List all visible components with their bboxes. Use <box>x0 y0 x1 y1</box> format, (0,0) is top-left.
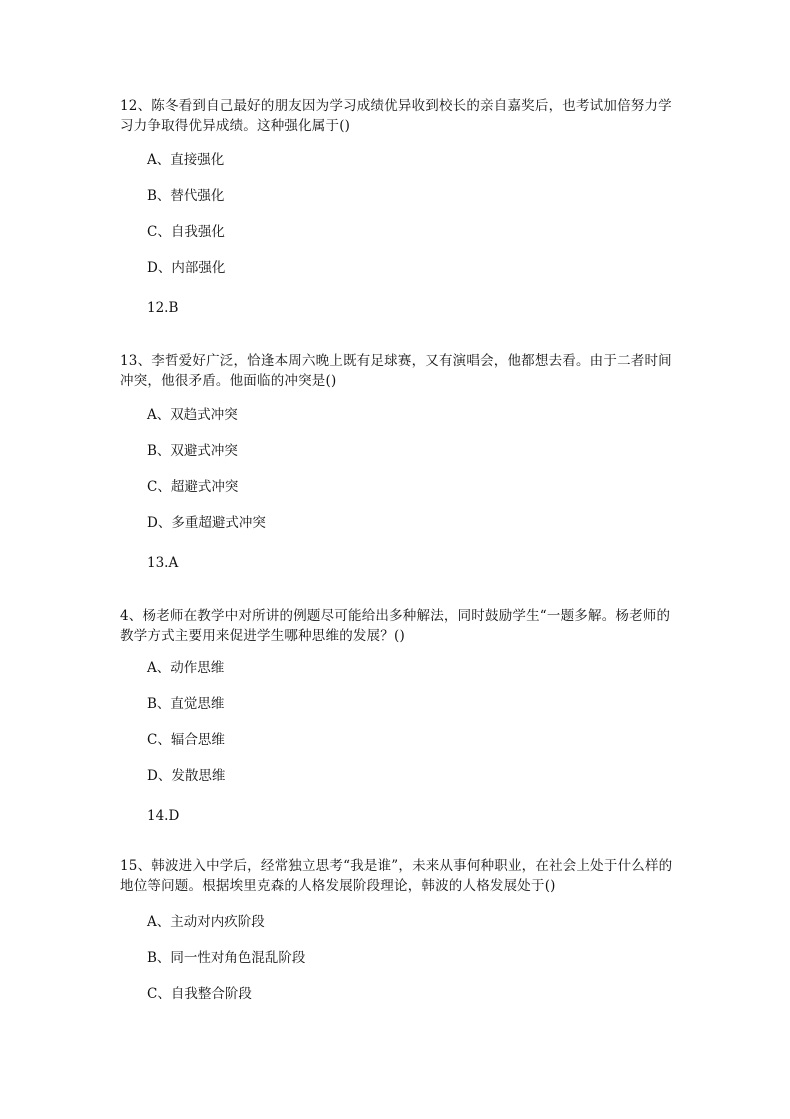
option-a: A、直接强化 <box>147 152 225 168</box>
option-a: A、双趋式冲突 <box>147 407 238 423</box>
question-13 <box>120 351 680 571</box>
question-stem: 4、杨老师在教学中对所讲的例题尽可能给出多种解法，同时鼓励学生“一题多解。杨老师的教学方式主要用来促进学生哪种思维的发展？() <box>120 608 671 644</box>
option-c: C、自我强化 <box>147 224 225 240</box>
option-d: D、内部强化 <box>147 260 226 276</box>
question-stem: 13、李哲爱好广泛，恰逢本周六晚上既有足球赛，又有演唱会，他都想去看。由于二者时间冲突，他很矛盾。他面临的冲突是() <box>120 353 672 389</box>
option-b: B、双避式冲突 <box>147 443 238 459</box>
option-a: A、动作思维 <box>147 660 225 676</box>
answer-key: 13.A <box>147 555 179 571</box>
question-15 <box>120 856 680 1002</box>
option-c: C、辐合思维 <box>147 732 225 748</box>
option-b: B、直觉思维 <box>147 696 225 712</box>
option-c: C、超避式冲突 <box>147 479 239 495</box>
question-14 <box>120 606 680 824</box>
question-12 <box>120 96 680 316</box>
question-stem: 12、陈冬看到自己最好的朋友因为学习成绩优异收到校长的亲自嘉奖后，也考试加倍努力学习力争取得优异成绩。这种强化属于() <box>120 98 672 134</box>
answer-key: 14.D <box>147 808 180 824</box>
option-d: D、多重超避式冲突 <box>147 515 266 531</box>
question-stem: 15、韩波进入中学后，经常独立思考“我是谁”，未来从事何种职业，在社会上处于什么样的地位等问题。根据埃里克森的人格发展阶段理论，韩波的人格发展处于() <box>120 858 673 894</box>
option-a: A、主动对内疚阶段 <box>147 914 265 930</box>
answer-key: 12.B <box>147 300 179 316</box>
option-c: C、自我整合阶段 <box>147 986 252 1002</box>
option-b: B、替代强化 <box>147 188 225 204</box>
option-b: B、同一性对角色混乱阶段 <box>147 950 306 966</box>
option-d: D、发散思维 <box>147 768 226 784</box>
